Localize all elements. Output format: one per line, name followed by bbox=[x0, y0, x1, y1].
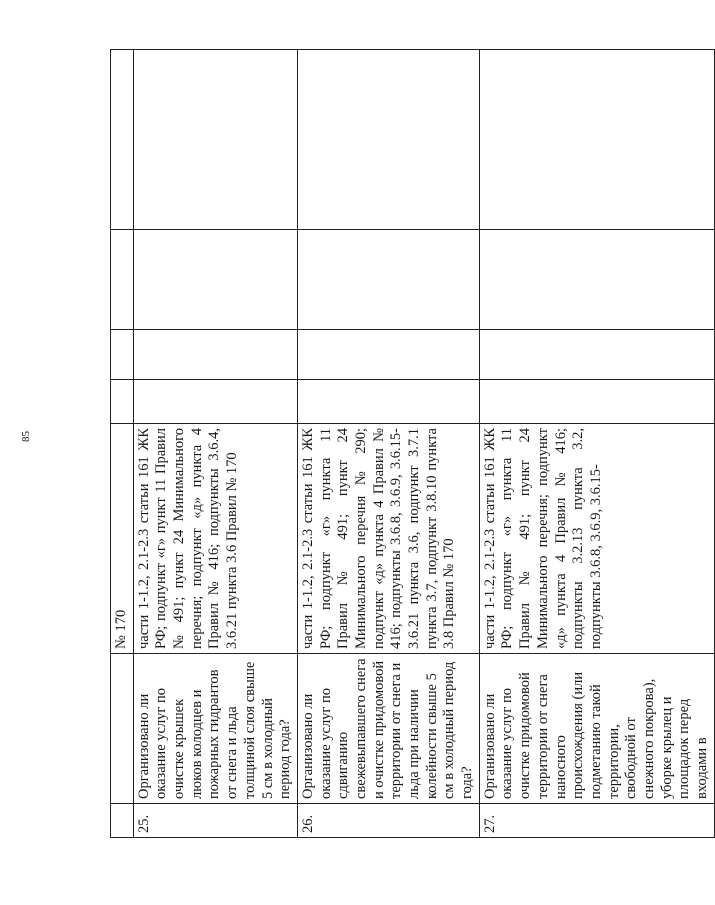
page-number: 85 bbox=[20, 431, 32, 442]
cell-no bbox=[297, 330, 479, 380]
table-row-continuation bbox=[111, 50, 134, 838]
cell-num-empty bbox=[111, 804, 134, 838]
cell-note bbox=[297, 50, 479, 230]
rotated-table-container bbox=[110, 50, 710, 838]
cell-note bbox=[133, 50, 297, 230]
cell-no bbox=[479, 330, 714, 380]
cell-yes bbox=[297, 380, 479, 424]
cell-norms: части 1-1.2, 2.1-2.3 статьи 161 ЖК РФ; подпункт «г» пункт 11 Правил № 491; пункт 24 Минимального перечня; подпункт «д» пункта 4 Правил № 416; подпункты 3.6.4, 3.6.21 пункта 3.6 Правил № 170 bbox=[133, 424, 297, 654]
cell-norms-continuation: № 170 bbox=[111, 424, 134, 654]
cell-na bbox=[479, 230, 714, 330]
cell-no-empty bbox=[111, 330, 134, 380]
cell-na bbox=[297, 230, 479, 330]
table-row bbox=[479, 50, 714, 838]
cell-norms: части 1-1.2, 2.1-2.3 статьи 161 ЖК РФ; подпункт «г» пункта 11 Правил № 491; пункт 24 Минимального перечня № 290; подпункт «д» пункта 4 Правил № 416; подпункты 3.6.8, 3.6.9, 3.6.15-3.6.21 пункта 3.6, подпункт 3.7.1 пункта 3.7, подпункт 3.8.10 пункта 3.8 Правил № 170 bbox=[297, 424, 479, 654]
cell-question: Организовано ли оказание услуг по очистке придомовой территории от снега наносного происхождения (или подметанию такой территории, свободной от снежного покрова), уборке крылец и площадок перед входами в bbox=[479, 654, 714, 804]
cell-yes-empty bbox=[111, 380, 134, 424]
cell-num: 26. bbox=[297, 804, 479, 838]
cell-yes bbox=[133, 380, 297, 424]
cell-norms: части 1-1.2, 2.1-2.3 статьи 161 ЖК РФ; подпункт «г» пункта 11 Правил № 491; пункт 24 Минимального перечня; подпункт «д» пункта 4 Правил № 416; подпункты 3.2.13 пункта 3.2, подпункты 3.6.8, 3.6.9, 3.6.15- bbox=[479, 424, 714, 654]
table-row bbox=[297, 50, 479, 838]
checklist-table bbox=[110, 49, 715, 838]
cell-yes bbox=[479, 380, 714, 424]
cell-note-empty bbox=[111, 50, 134, 230]
table-row bbox=[133, 50, 297, 838]
cell-na-empty bbox=[111, 230, 134, 330]
cell-question: Организовано ли оказание услуг по очистке крышек люков колодцев и пожарных гидрантов от снега и льда толщиной слоя свыше 5 см в холодный период года? bbox=[133, 654, 297, 804]
cell-question: Организовано ли оказание услуг по сдвиганию свежевыпавшего снега и очистке придомовой территории от снега и льда при наличии колейности свыше 5 см в холодный период года? bbox=[297, 654, 479, 804]
cell-na bbox=[133, 230, 297, 330]
cell-no bbox=[133, 330, 297, 380]
cell-question-empty bbox=[111, 654, 134, 804]
cell-num: 27. bbox=[479, 804, 714, 838]
cell-note bbox=[479, 50, 714, 230]
cell-num: 25. bbox=[133, 804, 297, 838]
